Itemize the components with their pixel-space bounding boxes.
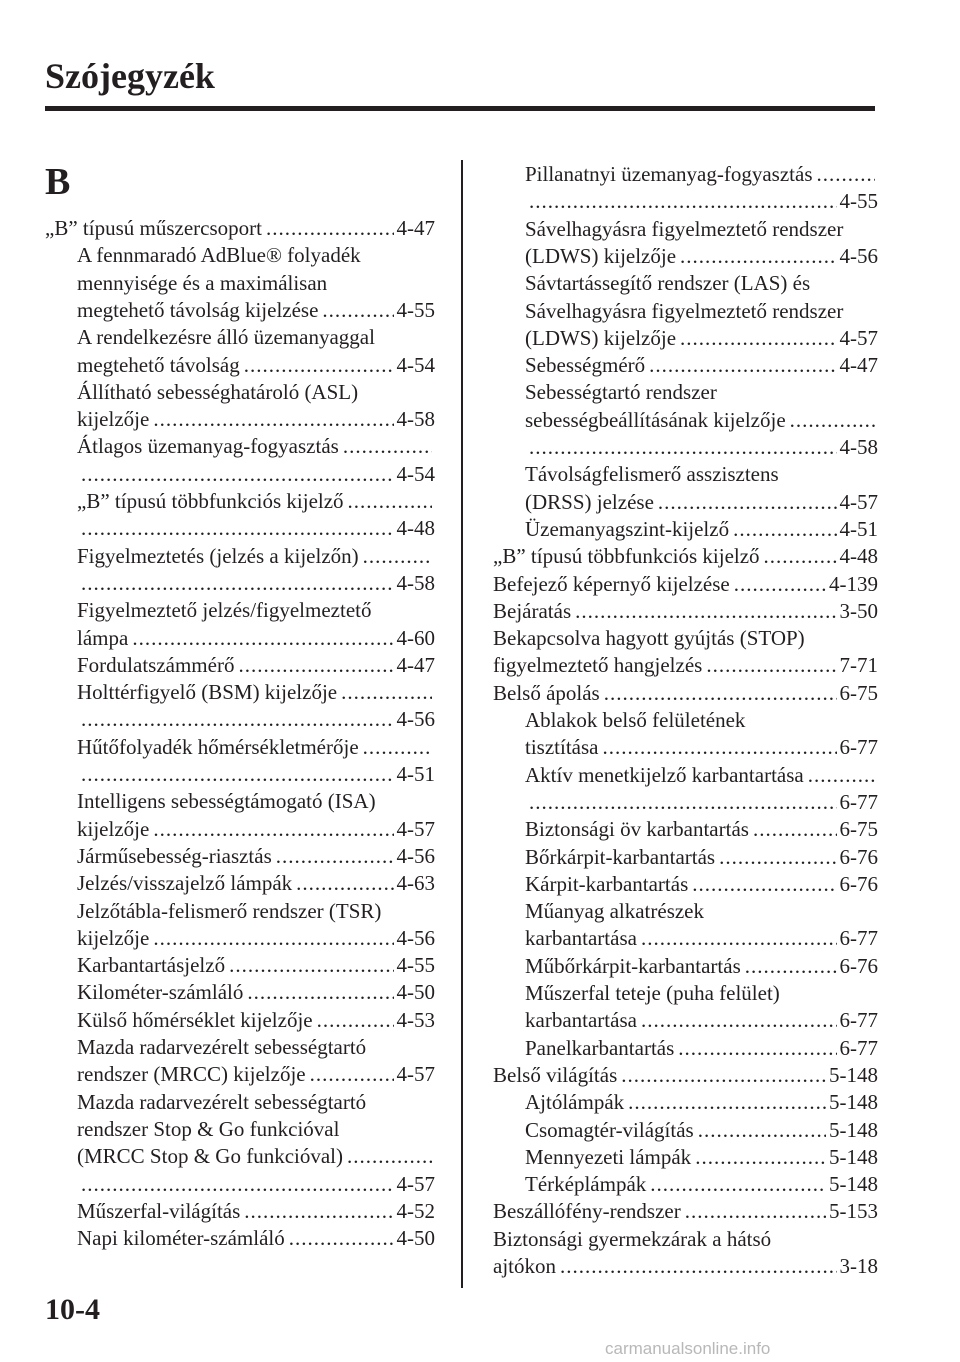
index-entry: [525, 925, 878, 952]
dot-leader: [790, 407, 875, 434]
index-entry: [77, 1225, 435, 1252]
dot-leader: [244, 352, 394, 379]
index-entry-text: Beszállófény-rendszer: [493, 1199, 681, 1224]
dot-leader: [276, 843, 394, 870]
index-entry: [525, 407, 878, 434]
index-entry-text: (LDWS) kijelzője: [525, 243, 677, 268]
index-entry: [493, 680, 878, 707]
index-entry: [77, 1198, 435, 1225]
index-entry-text: Sebességtartó rendszer: [525, 380, 717, 405]
index-entry-page: 5-148: [829, 1144, 878, 1169]
index-entry-text: Figyelmeztető jelzés/figyelmeztető: [77, 598, 372, 623]
index-entry-text: karbantartása: [525, 926, 637, 951]
index-entry: [77, 1116, 435, 1143]
index-entry: [493, 598, 878, 625]
index-entry: [77, 843, 435, 870]
dot-leader: [81, 461, 394, 488]
index-entry-text: Napi kilométer-számláló: [77, 1226, 285, 1251]
index-entry: [77, 1089, 435, 1116]
index-entry-page: 4-56: [396, 843, 435, 868]
index-entry: [525, 762, 878, 789]
index-entry-page: 6-77: [839, 926, 878, 951]
index-entry: [77, 1171, 435, 1198]
index-entry: [525, 1035, 878, 1062]
index-entry-page: 4-54: [396, 352, 435, 377]
dot-leader: [695, 1144, 826, 1171]
dot-leader: [310, 1061, 394, 1088]
index-entry-page: 4-51: [839, 516, 878, 541]
dot-leader: [81, 1171, 394, 1198]
dot-leader: [719, 844, 836, 871]
dot-leader: [733, 516, 836, 543]
index-entry: [493, 1226, 878, 1253]
index-entry: [77, 406, 435, 433]
dot-leader: [692, 871, 836, 898]
dot-leader: [343, 433, 432, 460]
dot-leader: [238, 652, 393, 679]
index-entry-text: Járműsebesség-riasztás: [77, 843, 272, 868]
index-entry: [77, 788, 435, 815]
dot-leader: [347, 1143, 432, 1170]
index-entry: [525, 1171, 878, 1198]
index-entry-text: Állítható sebességhatároló (ASL): [77, 379, 359, 404]
dot-leader: [706, 652, 836, 679]
dot-leader: [658, 489, 837, 516]
index-entry-page: 4-50: [396, 980, 435, 1005]
section-letter: B: [45, 161, 71, 203]
dot-leader: [244, 1198, 393, 1225]
index-entry-page: 4-58: [839, 435, 878, 459]
dot-leader: [266, 215, 394, 242]
index-entry-page: 4-48: [396, 516, 435, 541]
index-entry: [77, 979, 435, 1006]
index-entry-text: (LDWS) kijelzője: [525, 325, 677, 350]
dot-leader: [289, 1225, 394, 1252]
index-entry-text: Csomagtér-világítás: [525, 1117, 694, 1142]
index-entry: [525, 980, 878, 1007]
dot-leader: [817, 161, 876, 188]
dot-leader: [680, 325, 836, 352]
index-entry: [525, 216, 878, 243]
index-entry-text: Távolságfelismerő asszisztens: [525, 462, 779, 487]
index-entry-text: Mennyezeti lámpák: [525, 1144, 692, 1169]
dot-leader: [753, 816, 837, 843]
index-entry: [493, 571, 878, 598]
dot-leader: [698, 1117, 826, 1144]
index-entry-text: rendszer Stop & Go funkcióval: [77, 1116, 340, 1141]
index-entry-text: Műszerfal teteje (puha felület): [525, 981, 780, 1005]
dot-leader: [153, 406, 393, 433]
index-entry-page: 6-76: [839, 871, 878, 896]
index-entry: [525, 161, 878, 188]
index-entry-page: 5-148: [829, 1117, 878, 1142]
index-entry-page: 5-153: [829, 1199, 878, 1224]
index-entry: [493, 1198, 878, 1225]
index-entry: [77, 898, 435, 925]
index-entry: [77, 816, 435, 843]
index-entry: [77, 1143, 435, 1170]
index-entry: [525, 325, 878, 352]
index-entry: [525, 352, 878, 379]
index-entry: [525, 789, 878, 816]
index-entry-page: 5-148: [829, 1172, 878, 1197]
index-entry-page: 4-57: [396, 1062, 435, 1087]
index-entry-page: 6-77: [839, 735, 878, 760]
index-entry-text: Bekapcsolva hagyott gyújtás (STOP): [493, 626, 805, 651]
index-entry-text: megtehető távolság kijelzése: [77, 297, 319, 322]
index-entry-text: Biztonsági gyermekzárak a hátsó: [493, 1226, 772, 1251]
index-entry: [77, 570, 435, 597]
index-entry-page: 4-56: [839, 243, 878, 268]
index-entry-page: 4-52: [396, 1198, 435, 1223]
dot-leader: [680, 243, 836, 270]
index-entry: [77, 761, 435, 788]
index-entry-text: Külső hőmérséklet kijelzője: [77, 1007, 313, 1032]
index-entry: [525, 298, 878, 325]
index-entry-page: 5-148: [829, 1090, 878, 1115]
index-entry: [493, 652, 878, 679]
index-entry-page: 4-47: [839, 353, 878, 378]
index-entry-text: Jelzőtábla-felismerő rendszer (TSR): [77, 898, 382, 923]
index-entry: [525, 707, 878, 734]
index-entry: [77, 870, 435, 897]
index-entry-text: „B” típusú műszercsoport: [45, 216, 262, 240]
index-entry-page: 5-148: [829, 1062, 878, 1087]
index-entry: [77, 625, 435, 652]
index-entry-page: 6-75: [839, 680, 878, 705]
index-entry-text: Ajtólámpák: [525, 1090, 625, 1115]
index-entry-text: lámpa: [77, 625, 129, 650]
index-entry: [45, 215, 435, 242]
dot-leader: [650, 1171, 826, 1198]
dot-leader: [341, 679, 432, 706]
dot-leader: [529, 188, 837, 215]
index-entry-text: „B” típusú többfunkciós kijelző: [77, 489, 344, 513]
index-entry-text: figyelmeztető hangjelzés: [493, 653, 703, 678]
index-entry-page: 4-57: [396, 1171, 435, 1196]
index-entry-text: Átlagos üzemanyag-fogyasztás: [77, 434, 339, 459]
index-entry-page: 6-76: [839, 953, 878, 978]
page-number: 10-4: [45, 1293, 100, 1326]
index-entry: [525, 243, 878, 270]
index-entry-page: 4-63: [396, 871, 435, 896]
index-entry-page: 4-58: [396, 570, 435, 595]
dot-leader: [317, 1007, 394, 1034]
index-entry: [77, 1061, 435, 1088]
dot-leader: [247, 979, 393, 1006]
index-entry-page: 4-54: [396, 461, 435, 486]
index-entry-text: Figyelmeztetés (jelzés a kijelzőn): [77, 543, 359, 568]
index-entry-text: mennyisége és a maximálisan: [77, 270, 328, 295]
index-entry: [77, 734, 435, 761]
index-entry: [525, 734, 878, 761]
dot-leader: [529, 434, 837, 461]
index-entry: [77, 597, 435, 624]
index-entry: [525, 434, 878, 461]
column-divider: [461, 160, 463, 1288]
index-entry-text: sebességbeállításának kijelzője: [525, 407, 786, 432]
index-entry: [525, 1117, 878, 1144]
index-entry: [77, 352, 435, 379]
index-entry-page: 4-60: [396, 625, 435, 650]
index-entry: [77, 270, 435, 297]
index-entry: [493, 1062, 878, 1089]
index-entry: [525, 1007, 878, 1034]
index-entry: [77, 297, 435, 324]
index-entry-text: Biztonsági öv karbantartás: [525, 817, 749, 842]
index-entry: [77, 379, 435, 406]
index-entry-page: 6-77: [839, 1008, 878, 1033]
dot-leader: [322, 297, 393, 324]
dot-leader: [764, 543, 837, 570]
index-entry-text: Kárpit-karbantartás: [525, 871, 689, 896]
index-entry-text: (DRSS) jelzése: [525, 489, 654, 514]
index-entry: [525, 871, 878, 898]
index-entry: [525, 844, 878, 871]
dot-leader: [641, 1007, 837, 1034]
index-entry: [77, 433, 435, 460]
dot-leader: [363, 543, 432, 570]
dot-leader: [81, 570, 394, 597]
index-entry: [525, 188, 878, 215]
index-entry-page: 7-71: [839, 653, 878, 678]
index-entry-text: tisztítása: [525, 735, 599, 760]
index-entry-text: kijelzője: [77, 925, 150, 950]
index-entry-page: 3-18: [839, 1254, 878, 1278]
dot-leader: [641, 925, 837, 952]
index-entry-text: Sávtartássegítő rendszer (LAS) és: [525, 271, 811, 296]
dot-leader: [81, 515, 394, 542]
index-entry: [77, 324, 435, 351]
index-entry-text: ajtókon: [493, 1254, 556, 1278]
index-entry-page: 4-47: [396, 652, 435, 677]
index-entry: [525, 379, 878, 406]
dot-leader: [649, 352, 836, 379]
index-entry-text: rendszer (MRCC) kijelzője: [77, 1062, 306, 1087]
index-entry: [493, 1253, 878, 1280]
index-entry-text: Műanyag alkatrészek: [525, 899, 705, 924]
page-header-title: Szójegyzék: [45, 56, 215, 96]
index-entry-page: 4-139: [829, 571, 878, 596]
dot-leader: [529, 789, 837, 816]
index-entry-page: 4-57: [839, 325, 878, 350]
index-entry-page: 4-56: [396, 707, 435, 732]
index-entry-page: 3-50: [839, 598, 878, 623]
index-entry: [493, 625, 878, 652]
index-entry: [493, 543, 878, 570]
index-entry-page: 4-50: [396, 1226, 435, 1251]
dot-leader: [685, 1198, 826, 1225]
index-entry-page: 4-47: [396, 216, 435, 240]
index-entry: [525, 1144, 878, 1171]
header-rule: [45, 106, 875, 111]
index-entry-text: Aktív menetkijelző karbantartása: [525, 762, 804, 787]
index-entry-text: Mazda radarvezérelt sebességtartó: [77, 1035, 367, 1059]
index-entry-text: (MRCC Stop & Go funkcióval): [77, 1144, 343, 1169]
index-entry: [77, 652, 435, 679]
index-entry: [77, 1007, 435, 1034]
index-entry-text: Műbőrkárpit-karbantartás: [525, 953, 741, 978]
index-entry-text: Belső világítás: [493, 1062, 618, 1087]
index-entry-text: Holttérfigyelő (BSM) kijelzője: [77, 680, 338, 705]
index-entry-page: 6-77: [839, 1035, 878, 1060]
index-entry-text: Műszerfal-világítás: [77, 1198, 241, 1223]
index-entry-page: 6-77: [839, 789, 878, 814]
dot-leader: [560, 1253, 837, 1280]
dot-leader: [132, 625, 393, 652]
index-entry: [77, 679, 435, 706]
index-entry-text: Befejező képernyő kijelzése: [493, 571, 730, 596]
index-entry-text: Bejáratás: [493, 598, 572, 623]
index-entry-text: Bőrkárpit-karbantartás: [525, 844, 716, 869]
index-entry-text: Fordulatszámmérő: [77, 652, 235, 677]
index-entry: [77, 488, 435, 515]
index-entry-text: Belső ápolás: [493, 680, 600, 705]
index-entry: [77, 706, 435, 733]
index-entry: [77, 242, 435, 269]
dot-leader: [81, 706, 394, 733]
index-entry-page: 4-58: [396, 407, 435, 432]
dot-leader: [153, 925, 393, 952]
index-entry-page: 6-75: [839, 817, 878, 842]
index-entry-page: 4-55: [396, 297, 435, 322]
index-entry: [77, 1034, 435, 1061]
index-entry-text: Intelligens sebességtámogató (ISA): [77, 789, 376, 814]
index-entry-page: 4-56: [396, 925, 435, 950]
dot-leader: [363, 734, 432, 761]
dot-leader: [296, 870, 393, 897]
index-entry-text: megtehető távolság: [77, 352, 240, 377]
index-entry: [77, 461, 435, 488]
index-entry-text: Térképlámpák: [525, 1172, 647, 1197]
index-entry: [525, 270, 878, 297]
index-entry: [525, 516, 878, 543]
index-entry-page: 4-55: [839, 189, 878, 214]
index-entry: [77, 925, 435, 952]
index-entry-page: 6-76: [839, 844, 878, 869]
watermark-text: carmanualsonline.info: [605, 1339, 771, 1358]
index-entry-text: Hűtőfolyadék hőmérsékletmérője: [77, 734, 359, 759]
dot-leader: [745, 953, 837, 980]
dot-leader: [348, 488, 432, 515]
index-entry-page: 4-48: [839, 544, 878, 569]
index-entry-text: A fennmaradó AdBlue® folyadék: [77, 243, 361, 268]
index-entry: [525, 461, 878, 488]
index-entry: [525, 898, 878, 925]
dot-leader: [81, 761, 394, 788]
dot-leader: [628, 1089, 826, 1116]
index-entry-text: A rendelkezésre álló üzemanyaggal: [77, 325, 375, 350]
dot-leader: [575, 598, 836, 625]
dot-leader: [604, 680, 837, 707]
index-entry: [525, 953, 878, 980]
index-entry-page: 4-57: [839, 489, 878, 514]
index-entry-text: Sebességmérő: [525, 353, 646, 378]
dot-leader: [808, 762, 875, 789]
index-entry: [77, 543, 435, 570]
index-entry-text: Karbantartásjelző: [77, 953, 226, 978]
index-entry-page: 4-57: [396, 816, 435, 841]
index-entry: [77, 515, 435, 542]
dot-leader: [153, 816, 393, 843]
dot-leader: [621, 1062, 826, 1089]
index-entry: [77, 952, 435, 979]
dot-leader: [678, 1035, 836, 1062]
index-entry-text: Sávelhagyásra figyelmeztető rendszer: [525, 298, 844, 323]
dot-leader: [734, 571, 826, 598]
index-entry-text: karbantartása: [525, 1008, 637, 1033]
dot-leader: [229, 952, 393, 979]
index-entry-text: Panelkarbantartás: [525, 1035, 675, 1060]
index-entry-text: Pillanatnyi üzemanyag-fogyasztás: [525, 162, 813, 186]
index-entry-text: „B” típusú többfunkciós kijelző: [493, 544, 760, 569]
index-entry-text: Sávelhagyásra figyelmeztető rendszer: [525, 216, 844, 241]
index-entry-text: Jelzés/visszajelző lámpák: [77, 871, 293, 896]
index-entry-text: Mazda radarvezérelt sebességtartó: [77, 1089, 367, 1114]
index-entry-page: 4-55: [396, 953, 435, 978]
index-entry-text: kijelzője: [77, 407, 150, 432]
index-entry-text: kijelzője: [77, 816, 150, 841]
index-entry: [525, 489, 878, 516]
index-entry-text: Ablakok belső felületének: [525, 708, 746, 732]
index-entry-page: 4-53: [396, 1007, 435, 1032]
index-entry-text: Üzemanyagszint-kijelző: [525, 516, 730, 541]
index-entry: [525, 816, 878, 843]
index-entry-text: Kilométer-számláló: [77, 980, 244, 1005]
dot-leader: [602, 734, 836, 761]
index-entry-page: 4-51: [396, 762, 435, 786]
index-entry: [525, 1089, 878, 1116]
